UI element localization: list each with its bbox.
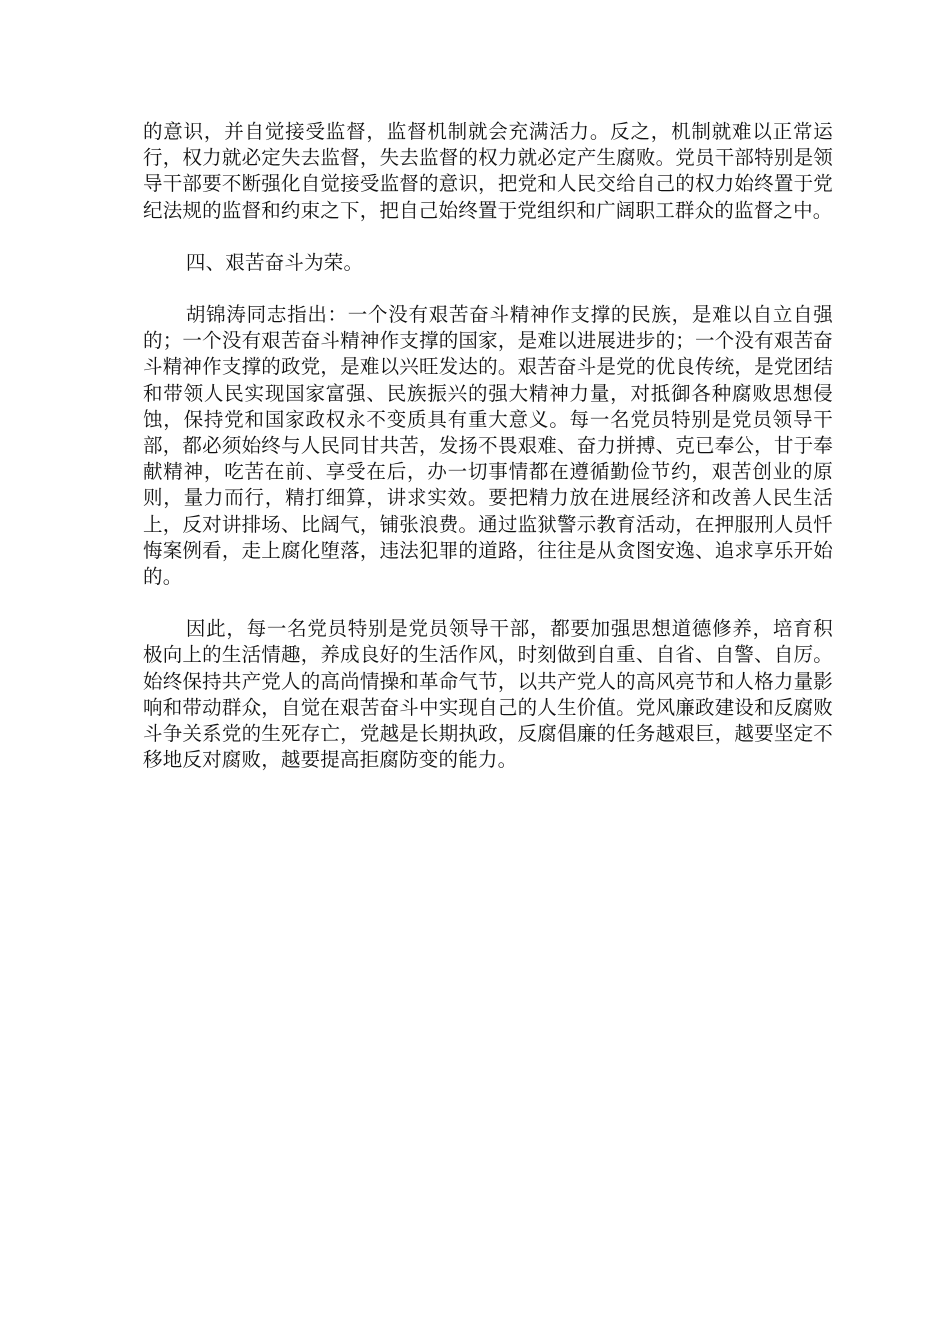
document-body	[143, 119, 833, 799]
paragraph-conclusion: 因此，每一名党员特别是党员领导干部，都要加强思想道德修养，培育积极向上的生活情趣，养成良好的生活作风，时刻做到自重、自省、自警、自厉。始终保持共产党人的高尚情操和革命气节，以共产党人的高风亮节和人格力量影响和带动群众，自觉在艰苦奋斗中实现自己的人生价值。党风廉政建设和反腐败斗争关系党的生死存亡，党越是长期执政，反腐倡廉的任务越艰巨，越要坚定不移地反对腐败，越要提高拒腐防变的能力。	[143, 617, 833, 772]
section-heading: 四、艰苦奋斗为荣。	[185, 250, 364, 274]
paragraph-continuation: 的意识，并自觉接受监督，监督机制就会充满活力。反之，机制就难以正常运行，权力就必定失去监督，失去监督的权力就必定产生腐败。党员干部特别是领导干部要不断强化自觉接受监督的意识，把党和人民交给自己的权力始终置于党纪法规的监督和约束之下，把自己始终置于党组织和广阔职工群众的监督之中。	[143, 120, 833, 222]
paragraph-hard-work: 胡锦涛同志指出：一个没有艰苦奋斗精神作支撑的民族，是难以自立自强的；一个没有艰苦奋斗精神作支撑的国家，是难以进展进步的；一个没有艰苦奋斗精神作支撑的政党，是难以兴旺发达的。艰苦奋斗是党的优良传统，是党团结和带领人民实现国家富强、民族振兴的强大精神力量，对抵御各种腐败思想侵蚀，保持党和国家政权永不变质具有重大意义。每一名党员特别是党员领导干部，都必须始终与人民同甘共苦，发扬不畏艰难、奋力拼搏、克已奉公，甘于奉献精神，吃苦在前、享受在后，办一切事情都在遵循勤俭节约，艰苦创业的原则，量力而行，精打细算，讲求实效。要把精力放在进展经济和改善人民生活上，反对讲排场、比阔气，铺张浪费。通过监狱警示教育活动，在押服刑人员忏悔案例看，走上腐化堕落，违法犯罪的道路，往往是从贪图安逸、追求享乐开始的。	[143, 303, 833, 589]
